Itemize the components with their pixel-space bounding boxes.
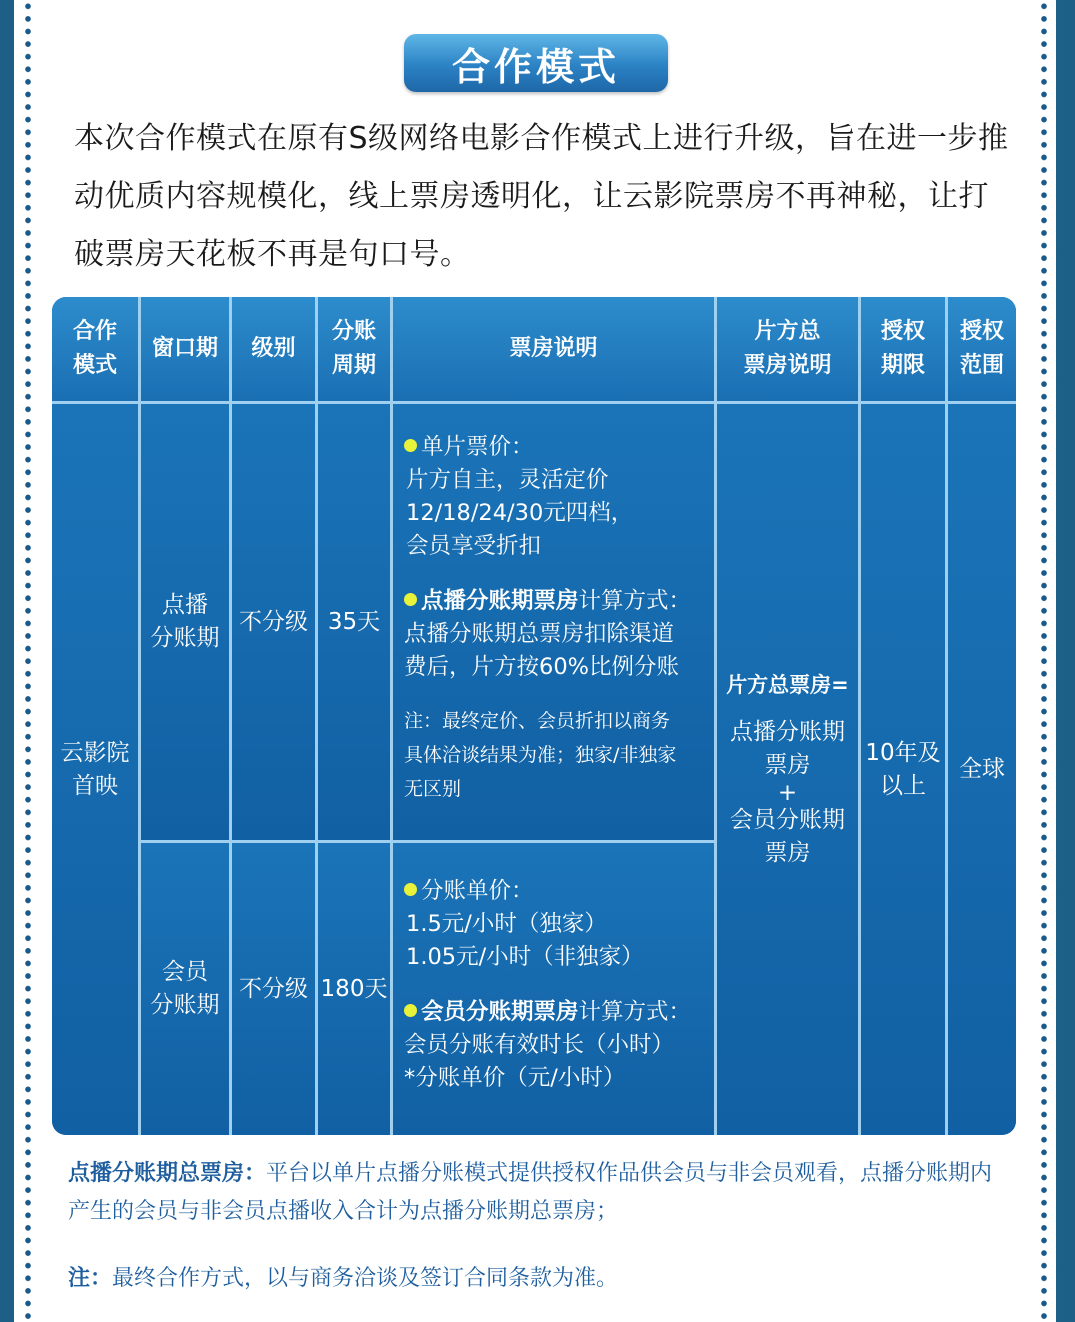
dotted-border-right	[1040, 0, 1048, 1322]
row1-box-desc	[404, 431, 709, 806]
term-line1: 10年及	[865, 739, 941, 766]
row1-note-line3: 无区别	[404, 778, 462, 800]
header-scope-line1: 授权	[959, 319, 1004, 344]
intro-paragraph: 本次合作模式在原有S级网络电影合作模式上进行升级，旨在进一步推动优质内容规模化，线上票房透明化，让云影院票房不再神秘，让打破票房天花板不再是句口号。	[74, 121, 1009, 272]
row1-b2-rest: 计算方式：	[578, 588, 692, 614]
bullet-dot-icon	[404, 439, 417, 452]
row2-b2-line2: *分账单价（元/小时）	[404, 1065, 626, 1091]
row1-bullet2-title	[404, 585, 709, 618]
total-plus: +	[777, 780, 798, 806]
footer-p2-bold: 注：	[68, 1266, 113, 1291]
header-total-line2: 票房说明	[743, 353, 832, 378]
term-line2: 以上	[880, 772, 926, 799]
row2-cycle: 180天	[318, 843, 390, 1135]
row1-b2-line2: 费后，片方按60%比例分账	[404, 654, 680, 680]
header-total	[717, 297, 858, 401]
row1-b2-line1: 点播分账期总票房扣除渠道	[404, 621, 675, 647]
total-line2: 票房	[764, 752, 811, 778]
header-mode-line2: 模式	[72, 353, 117, 378]
row2-window	[141, 843, 229, 1135]
col-divider-5	[714, 297, 717, 1135]
row1-note-line1: 注：最终定价、会员折扣以商务	[404, 710, 671, 732]
header-cycle-line2: 周期	[331, 353, 376, 378]
row1-b1-title-text: 单片票价：	[421, 434, 534, 460]
total-line5: 票房	[764, 840, 811, 866]
col-divider-1	[138, 297, 141, 1135]
row1-b1-line3: 会员享受折扣	[406, 533, 542, 559]
row-divider	[141, 840, 714, 843]
footer-p1-rest: 平台以单片点播分账模式提供授权作品供会员与非会员观看，点播分账期内产生的会员与非会员点播收入合计为点播分账期总票房；	[68, 1161, 993, 1224]
dotted-border-left	[24, 0, 32, 1322]
total-line4: 会员分账期	[730, 807, 845, 833]
bullet-dot-icon	[404, 883, 417, 896]
mode-value	[52, 404, 138, 1135]
row1-window	[141, 404, 229, 840]
term-value	[861, 404, 945, 1135]
row2-b1-title-text: 分账单价：	[421, 878, 534, 904]
row2-bullet2-title	[404, 996, 709, 1029]
cooperation-table	[52, 297, 1016, 1135]
row2-window-line2: 分账期	[150, 992, 220, 1018]
row2-b2-line1: 会员分账有效时长（小时）	[404, 1032, 675, 1058]
header-scope	[948, 297, 1016, 401]
footer-explanation	[68, 1155, 998, 1231]
row1-note-line2: 具体洽谈结果为准；独家/非独家	[404, 744, 677, 766]
row2-b2-bold: 会员分账期票房	[421, 999, 579, 1025]
col-divider-6	[858, 297, 861, 1135]
spacer	[404, 684, 709, 704]
row1-bullet1-title	[404, 431, 709, 464]
row2-b1-line1: 1.5元/小时（独家）	[406, 911, 607, 937]
header-mode-line1: 合作	[72, 319, 117, 344]
row1-window-line1: 点播	[162, 592, 208, 618]
header-total-line1: 片方总	[754, 319, 821, 344]
total-value	[717, 404, 858, 1135]
row2-b2-rest: 计算方式：	[578, 999, 692, 1025]
mode-value-line1: 云影院	[60, 739, 130, 766]
footer-note	[68, 1260, 998, 1298]
row2-b1-line2: 1.05元/小时（非独家）	[406, 944, 644, 970]
col-divider-7	[945, 297, 948, 1135]
bullet-dot-icon	[404, 1004, 417, 1017]
header-mode	[52, 297, 138, 401]
total-line1: 点播分账期	[730, 719, 845, 745]
col-divider-3	[315, 297, 318, 1135]
row1-window-line2: 分账期	[150, 625, 220, 651]
header-term-line1: 授权	[880, 319, 925, 344]
footer-p2-rest: 最终合作方式，以与商务洽谈及签订合同条款为准。	[112, 1266, 619, 1291]
spacer	[404, 974, 709, 996]
spacer	[404, 563, 709, 585]
header-term-line2: 期限	[880, 353, 925, 378]
header-scope-line2: 范围	[959, 353, 1004, 378]
col-divider-2	[229, 297, 232, 1135]
row1-b2-bold: 点播分账期票房	[421, 588, 579, 614]
row1-level: 不分级	[232, 404, 315, 840]
header-cycle-line1: 分账	[331, 319, 376, 344]
header-window: 窗口期	[141, 297, 229, 401]
total-heading: 片方总票房=	[726, 673, 849, 697]
header-divider	[52, 401, 1016, 404]
bullet-dot-icon	[404, 593, 417, 606]
header-level: 级别	[232, 297, 315, 401]
row2-window-line1: 会员	[162, 959, 208, 985]
footer-p1-bold: 点播分账期总票房：	[68, 1161, 267, 1186]
header-box: 票房说明	[393, 297, 714, 401]
row2-bullet1-title	[404, 875, 709, 908]
row1-cycle: 35天	[318, 404, 390, 840]
row1-b1-line1: 片方自主，灵活定价	[406, 467, 609, 493]
col-divider-4	[390, 297, 393, 1135]
row2-level: 不分级	[232, 843, 315, 1135]
section-title: 合作模式	[404, 34, 668, 92]
row1-b1-line2: 12/18/24/30元四档，	[406, 500, 634, 526]
row2-box-desc	[404, 875, 709, 1095]
header-cycle	[318, 297, 390, 401]
header-term	[861, 297, 945, 401]
mode-value-line2: 首映	[72, 772, 118, 799]
scope-value: 全球	[948, 404, 1016, 1135]
